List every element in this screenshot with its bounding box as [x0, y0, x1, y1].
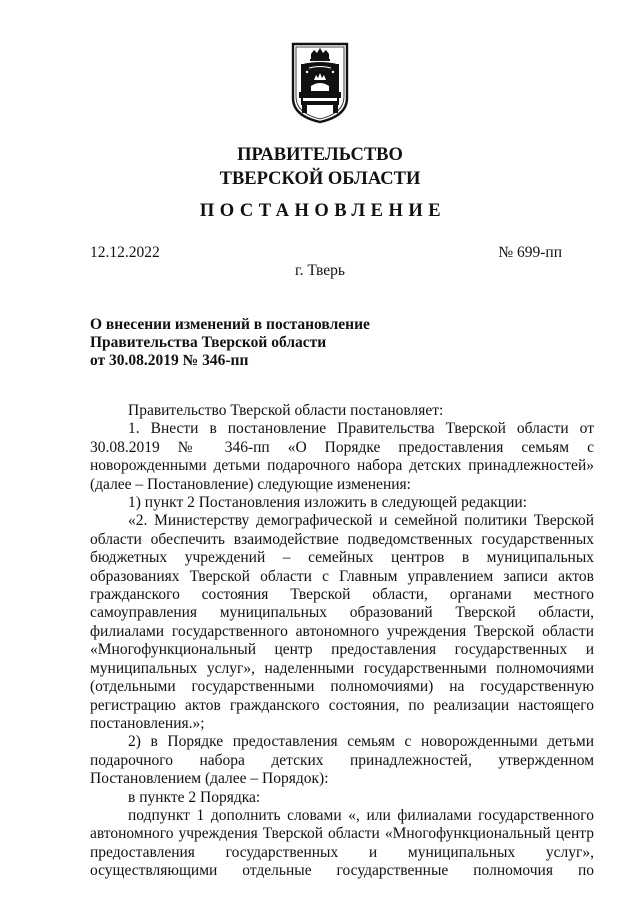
document-city: г. Тверь [295, 262, 345, 279]
body-paragraph-2: 1. Внести в постановление Правительства Тверской области от 30.08.2019 № 346-пп «О Порядке предоставления семьям с новорожденными детьми подарочного набора детских принадлежностей» (далее – Постановление) следующие изменения: [90, 420, 594, 493]
body-paragraph-1: Правительство Тверской области постановляет: [128, 402, 444, 419]
tver-coat-of-arms-icon [287, 40, 353, 124]
document-type: ПОСТАНОВЛЕНИЕ [199, 201, 447, 221]
subject-line1: О внесении изменений в постановление [90, 316, 370, 333]
body-paragraph-7: подпункт 1 дополнить словами «, или филиалами государственного автономного учреждения Тверской области «Многофункциональный центр предоставления государственных и муниципальных услуг», осуществляющими отдельные государственные полномочия по [90, 806, 594, 880]
government-name-line2: ТВЕРСКОЙ ОБЛАСТИ [219, 169, 421, 189]
subject-line2: Правительства Тверской области [90, 334, 327, 351]
subject-line3: от 30.08.2019 № 346-пп [90, 352, 249, 369]
government-name [0, 143, 640, 191]
document-body [90, 402, 594, 881]
body-paragraph-5: 2) в Порядке предоставления семьям с новорожденными детьми подарочного набора детских принадлежностей, утвержденном Постановлением (далее – Порядок): [90, 733, 594, 788]
body-paragraph-4: «2. Министерству демографической и семейной политики Тверской области обеспечить взаимодействие подведомственных государственных бюджетных учреждений – семейных центров в муниципальных образованиях Тверской области с Главным управлением записи актов гражданского состояния Тверской области, органами местного самоуправления муниципальных образований Тверской области, филиалами государственного автономного учреждения Тверской области «Многофункциональный центр предоставления государственных и муниципальных услуг», наделенными государственными полномочиями (отдельными государственными полномочиями) на государственную регистрацию актов гражданского состояния, по реализации настоящего постановления.»; [90, 512, 594, 732]
body-paragraph-3: 1) пункт 2 Постановления изложить в следующей редакции: [128, 494, 527, 512]
document-date: 12.12.2022 [90, 244, 160, 261]
document-subject [90, 316, 370, 370]
government-name-line1: ПРАВИТЕЛЬСТВО [237, 145, 403, 165]
document-number: № 699-пп [498, 244, 562, 261]
body-paragraph-6: в пункте 2 Порядка: [128, 788, 261, 806]
